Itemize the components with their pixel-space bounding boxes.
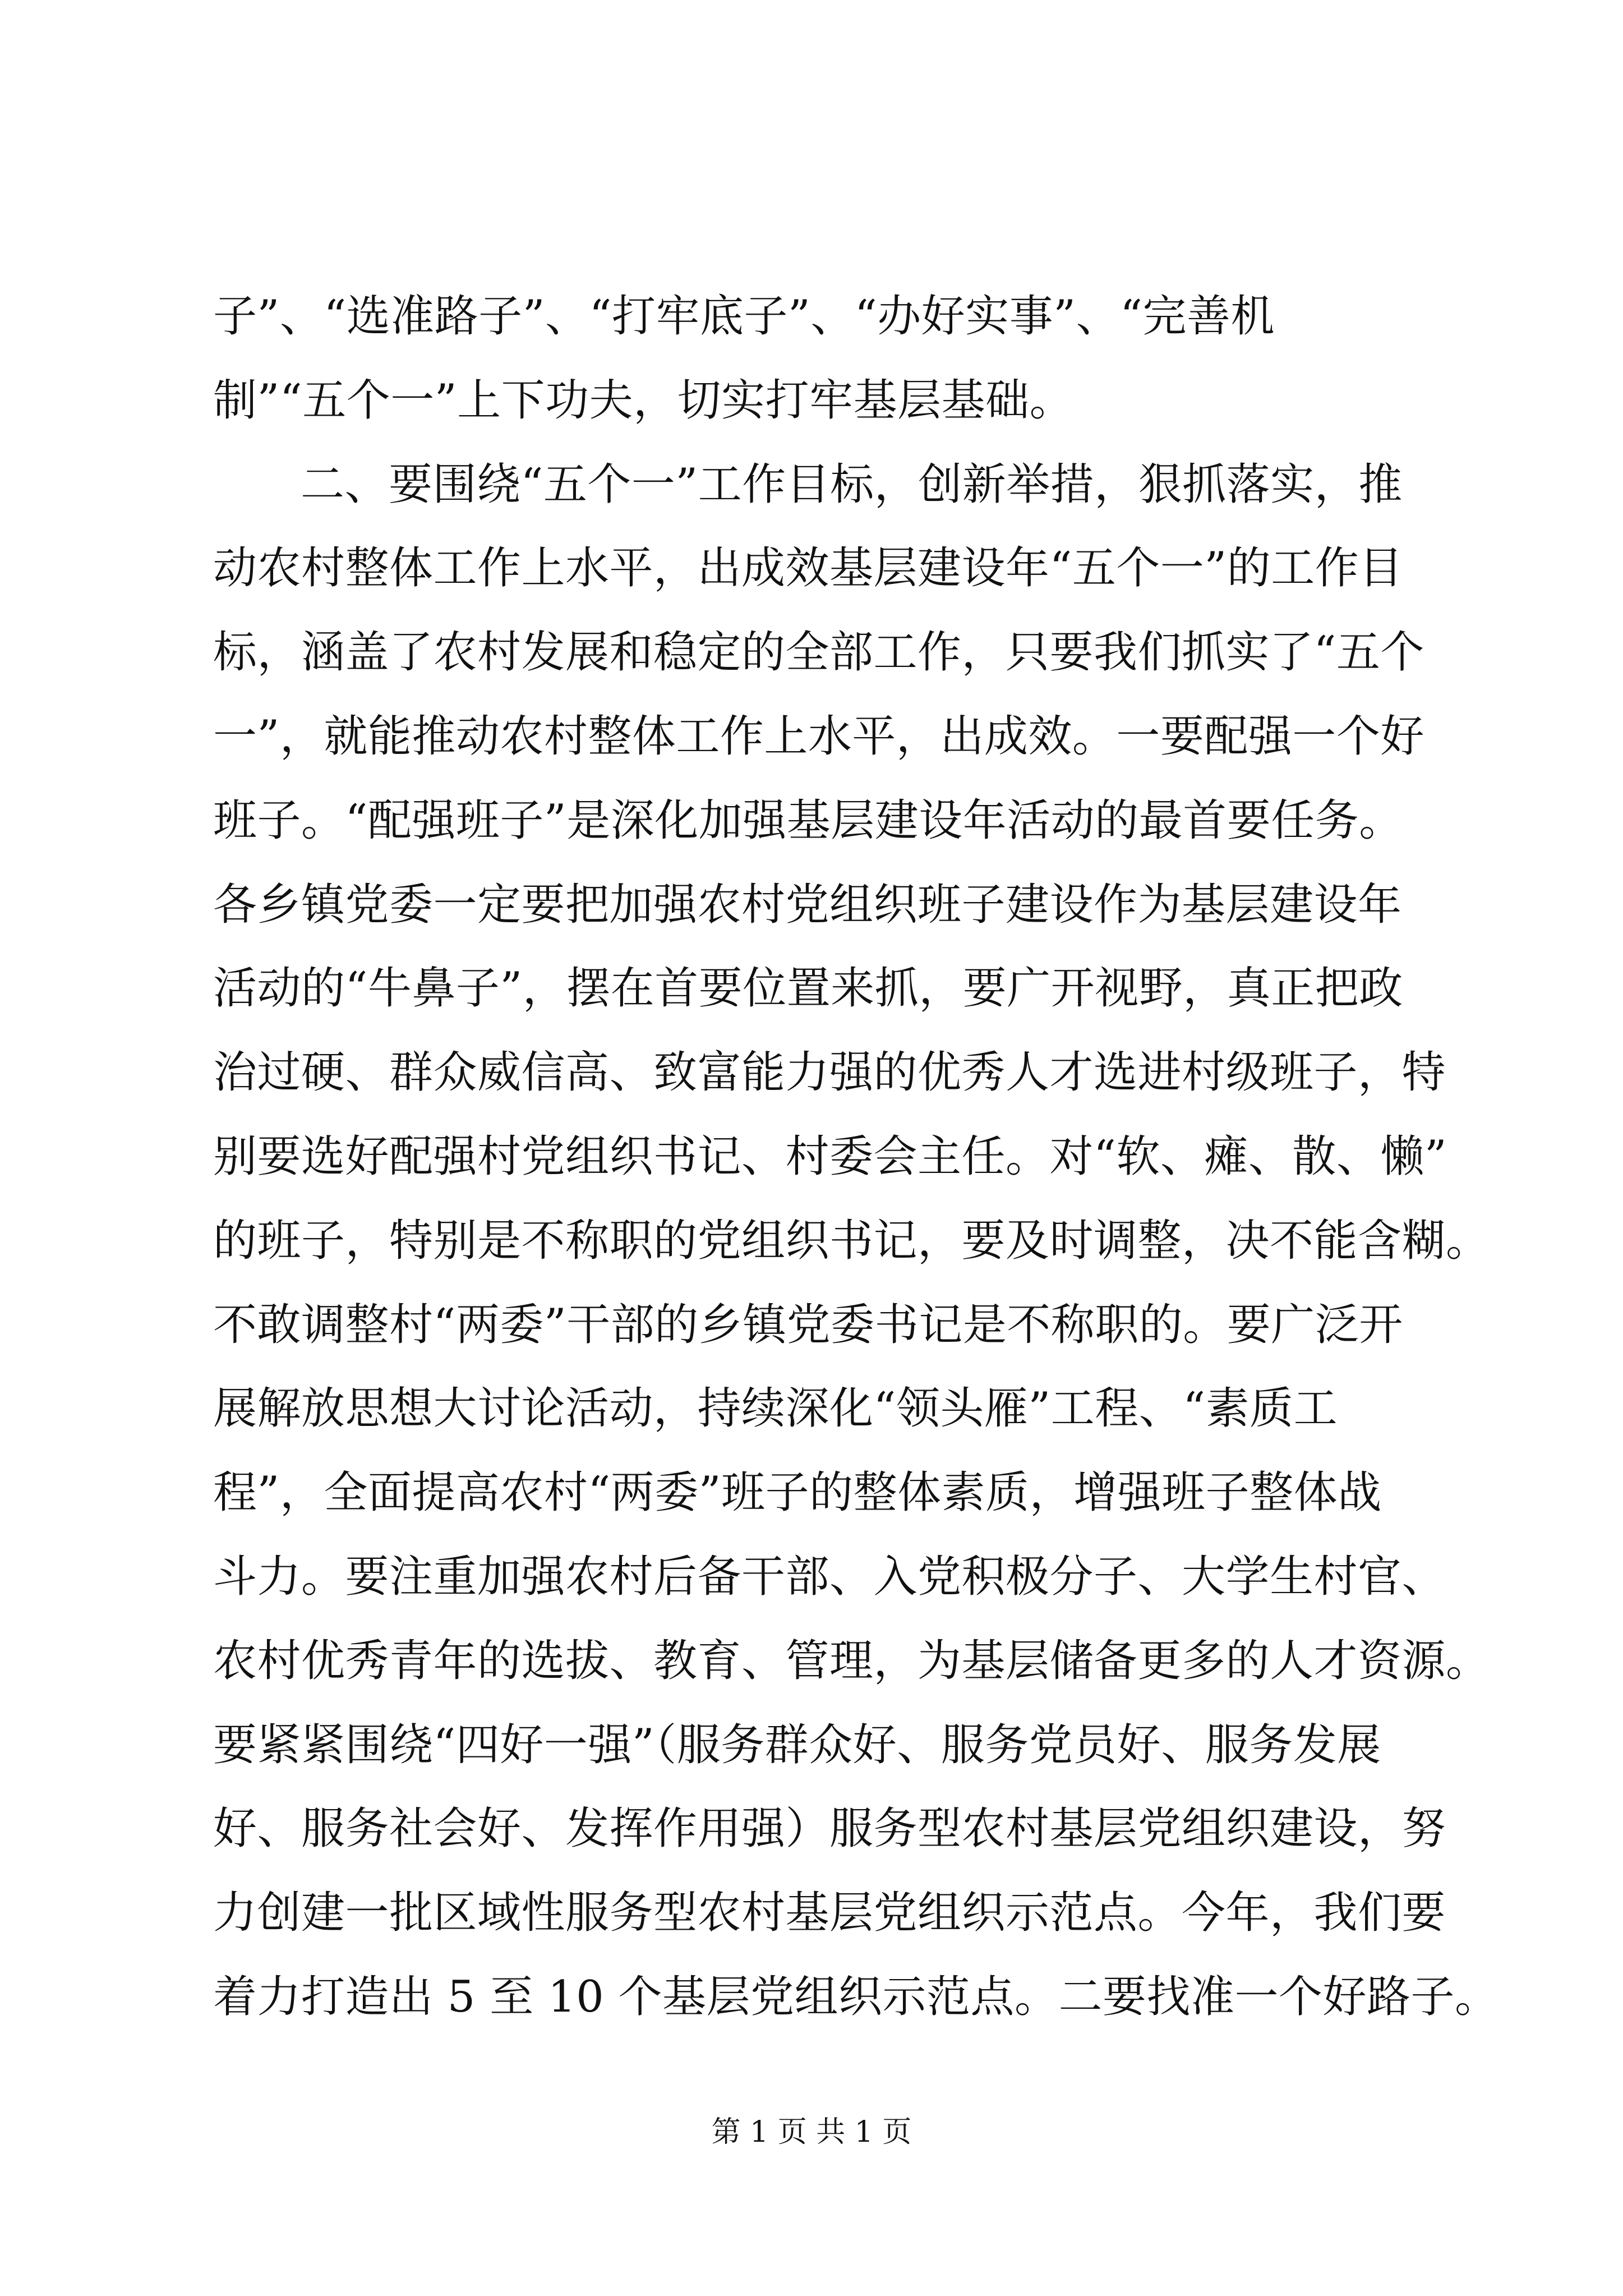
text-line: 着力打造出 5 至 10 个基层党组织示范点。二要找准一个好路子。 — [213, 1971, 1499, 2022]
paragraph-start-line: 二、要围绕“五个一”工作目标，创新举措，狠抓落实，推 — [301, 459, 1403, 510]
text-line: 要紧紧围绕“四好一强”（服务群众好、服务党员好、服务发展 — [213, 1719, 1381, 1770]
text-line: 子”、“选准路子”、“打牢底子”、“办好实事”、“完善机 — [213, 291, 1275, 342]
text-line: 治过硬、群众威信高、致富能力强的优秀人才选进村级班子，特 — [213, 1047, 1446, 1098]
text-line: 标，涵盖了农村发展和稳定的全部工作，只要我们抓实了“五个 — [213, 627, 1424, 678]
text-line: 斗力。要注重加强农村后备干部、入党积极分子、大学生村官、 — [213, 1551, 1446, 1602]
text-line: 不敢调整村“两委”干部的乡镇党委书记是不称职的。要广泛开 — [213, 1299, 1403, 1350]
text-line: 各乡镇党委一定要把加强农村党组织班子建设作为基层建设年 — [213, 879, 1402, 930]
page-number-footer: 第 1 页 共 1 页 — [711, 2115, 912, 2149]
text-line: 班子。“配强班子”是深化加强基层建设年活动的最首要任务。 — [213, 795, 1403, 846]
text-line: 展解放思想大讨论活动，持续深化“领头雁”工程、“素质工 — [213, 1383, 1338, 1434]
text-line: 力创建一批区域性服务型农村基层党组织示范点。今年，我们要 — [213, 1888, 1446, 1939]
body-text — [213, 275, 1499, 2040]
text-line: 制”“五个一”上下功夫，切实打牢基层基础。 — [213, 375, 1074, 426]
text-line: 的班子，特别是不称职的党组织书记，要及时调整，决不能含糊。 — [213, 1215, 1490, 1266]
text-line: 农村优秀青年的选拔、教育、管理，为基层储备更多的人才资源。 — [213, 1635, 1490, 1686]
text-line: 动农村整体工作上水平，出成效基层建设年“五个一”的工作目 — [213, 543, 1403, 594]
text-line: 程”，全面提高农村“两委”班子的整体素质，增强班子整体战 — [213, 1467, 1382, 1519]
text-line: 一”，就能推动农村整体工作上水平，出成效。一要配强一个好 — [213, 711, 1424, 762]
text-line: 好、服务社会好、发挥作用强）服务型农村基层党组织建设，努 — [213, 1803, 1446, 1855]
text-line: 别要选好配强村党组织书记、村委会主任。对“软、瘫、散、懒” — [213, 1131, 1447, 1182]
text-line: 活动的“牛鼻子”，摆在首要位置来抓，要广开视野，真正把政 — [213, 963, 1403, 1014]
